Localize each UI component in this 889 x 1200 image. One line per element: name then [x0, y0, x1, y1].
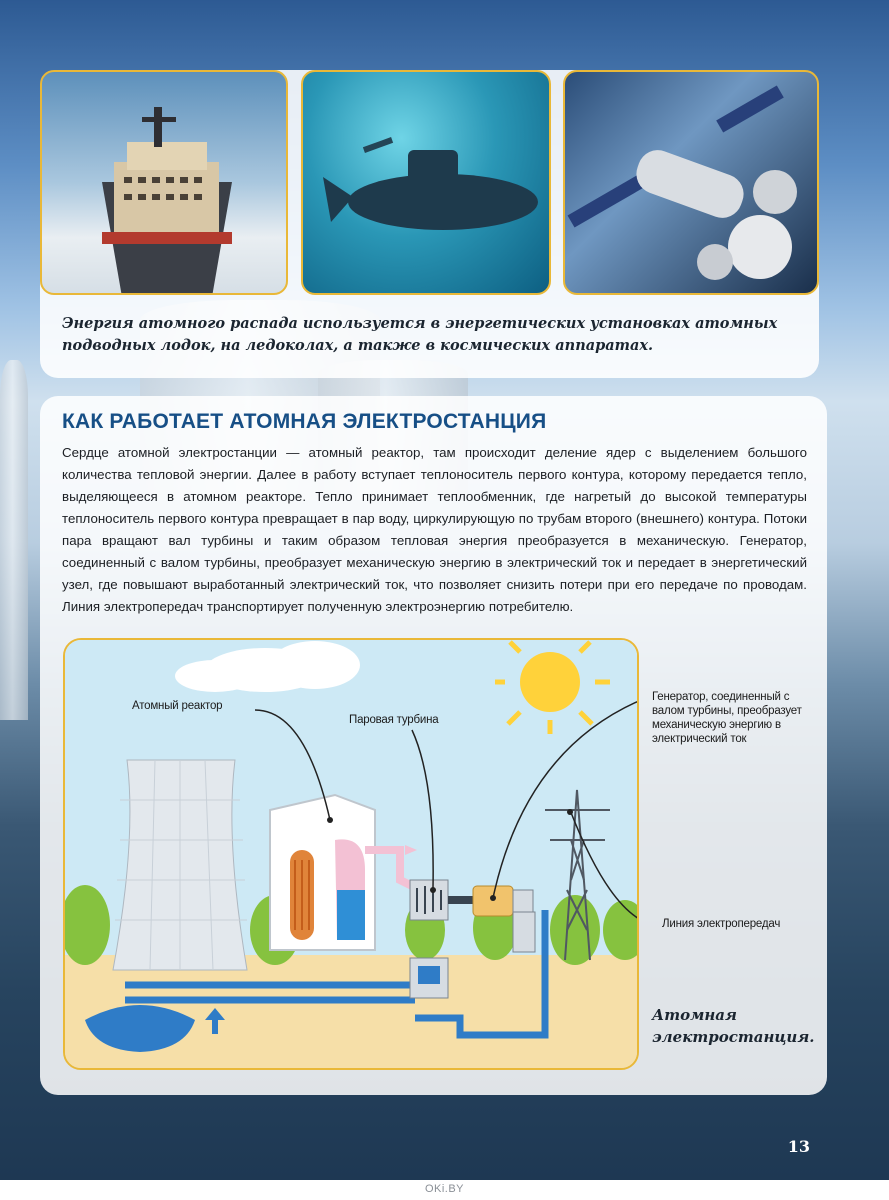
- spacecraft-illustration: [565, 72, 819, 295]
- icebreaker-illustration: [42, 72, 288, 295]
- photos-caption: Энергия атомного распада используется в энергетических установках атомных подводных лодок, на ледоколах, а также в космических аппаратах.: [62, 315, 778, 354]
- generator-label: Генератор, соединенный с валом турбины, преобразует механическую энергию в электрический ток: [652, 691, 802, 745]
- spacecraft-photo: [563, 70, 819, 295]
- section-body-text: Сердце атомной электростанции — атомный реактор, там происходит деление ядер с выделением большого количества тепловой энергии. Далее в работу вступает теплоноситель первого контура, которому передается тепло, выделяющееся в атомном реакторе. Тепло принимает теплообменник, где нагретый до высокой температуры теплоноситель первого контура превращает в пар воду, циркулирующую по трубам второго (внешнего) контура. Потоки пара вращают вал турбины и таким образом тепловая энергия преобразуется в механическую. Генератор, соединенный с валом турбины, преобразует механическую энергию в электрический ток и передает в энергетический узел, где повышают выработанный электрический ток, что позволяет снизить потери при его передаче по проводам. Линия электропередач транспортирует полученную электроэнергию потребителю.: [62, 445, 807, 614]
- submarine-photo: [301, 70, 551, 295]
- footer-watermark: OKi.BY: [424, 1183, 465, 1195]
- reactor-label: Атомный реактор: [132, 700, 223, 712]
- page-number: 13: [787, 1137, 810, 1156]
- turbine-label: Паровая турбина: [349, 714, 439, 726]
- section-heading: КАК РАБОТАЕТ АТОМНАЯ ЭЛЕКТРОСТАНЦИЯ: [62, 410, 547, 433]
- submarine-illustration: [303, 72, 551, 295]
- photos-panel: [40, 70, 819, 378]
- icebreaker-photo: [40, 70, 288, 295]
- background-cooling-tower-left: [0, 360, 28, 720]
- diagram-caption: Атомная электростанция.: [652, 1006, 815, 1046]
- power-line-label: Линия электропередач: [662, 918, 781, 930]
